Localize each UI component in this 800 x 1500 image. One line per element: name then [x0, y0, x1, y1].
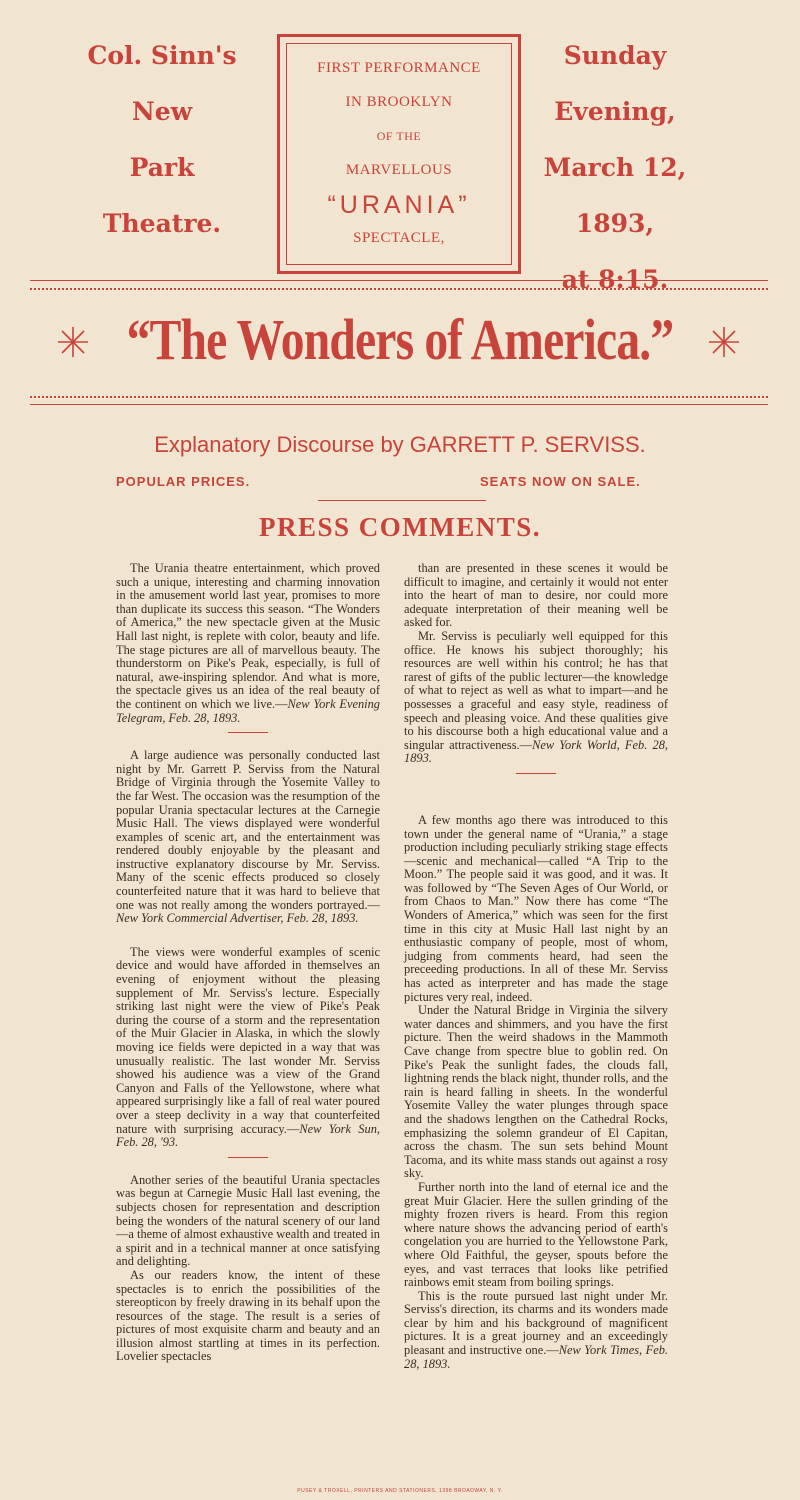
header-right-line: at 8:15. — [561, 265, 669, 294]
box-urania: “URANIA” — [327, 191, 471, 219]
main-title: “The Wonders of America.” — [126, 307, 674, 372]
quote-paragraph: Under the Natural Bridge in Virginia the silvery water dances and shimmers, and you have the first picture. Then the weird shadows in the Mammoth Cave change from spectre blue to goblin red. On Pike's Peak the sunlight fades, the clouds fall, lightning rends the black night, thunder rolls, and the rain is heard falling in sheets. In the wonderful Yosemite Valley the water plunges through space and the shadows lengthen on the Cathedral Rocks, emphasizing the solemn grandeur of El Capitan, across the chasm. The sun sets behind Mount Tacoma, and its white mass stands out against a rosy sky. — [404, 1003, 668, 1181]
quote-paragraph: A large audience was personally conducted last night by Mr. Garrett P. Serviss from the Natural Bridge of Virginia through the Yosemite Valley to the far West. The occasion was the resumption of the popular Urania spectacular lectures at the Carnegie Music Hall. The views displayed were wonderful examples of scenic art, and the entertainment was rendered doubly enjoyable by the pleasant and instructive explanatory discourse by Mr. Serviss. Many of the scenic effects produced so closely counterfeited nature that it was hard to believe that one was not really among the wonders portrayed.—New York Commercial Advertiser, Feb. 28, 1893. — [116, 748, 380, 926]
quote-paragraph: Another series of the beautiful Urania spectacles was begun at Carnegie Music Hall last evening, the subjects chosen for representation and description being the wonders of the natural scenery of our land—a theme of almost exhaustive wealth and treated in a spirit and in a technical manner at once satisfying and delighting. — [116, 1172, 380, 1269]
seats-on-sale: SEATS NOW ON SALE. — [480, 474, 641, 489]
separator-dash — [228, 1157, 268, 1158]
top-dotted-rule — [30, 288, 768, 290]
bottom-dotted-rule — [30, 396, 768, 398]
header-left-line: New — [131, 97, 193, 126]
bottom-rule — [30, 404, 768, 405]
quote-paragraph: A few months ago there was introduced to this town under the general name of “Urania,” a stage production including peculiarly striking stage effects—scenic and mechanical—called “A Trip to the Moon.” The people said it was good, and it was. It was followed by “The Seven Ages of Our World, or from Chaos to Man.” Now there has come “The Wonders of America,” which was seen for the first time in this city at Music Hall last night by an enthusiastic company of people, most of whom, judging from comments heard, had seen the preceeding productions. In all of these Mr. Serviss has acted as interpreter and has made the stage pictures very real, indeed. — [404, 812, 668, 1004]
box-line: IN BROOKLYN — [345, 94, 453, 110]
header-right-line: Sunday — [563, 41, 667, 70]
box-line: MARVELLOUS — [345, 162, 453, 178]
header-left-line: Theatre. — [102, 209, 222, 238]
header-right-line: 1893, — [575, 209, 655, 238]
divider — [318, 500, 486, 501]
separator-dash — [228, 732, 268, 733]
quote-paragraph: As our readers know, the intent of these spectacles is to enrich the possibilities of the stereopticon by freely drawing in its behalf upon the resources of the stage. The result is a series of pictures of most exquisite charm and beauty and an illusion almost startling at times in its perfection. Lovelier spectacles — [116, 1267, 380, 1364]
asterisk-ornament-icon — [56, 325, 90, 359]
box-line: FIRST PERFORMANCE — [317, 60, 481, 76]
quote-paragraph: Mr. Serviss is peculiarly well equipped for this office. He knows his subject thoroughly; his resources are well within his control; he has that rarest of gifts of the public lecturer—the knowledge of what to reject as well as what to impart—and he possesses a graceful and easy style, readiness of speech and pleasing voice. And these qualities give to his discourse both a high educational value and a singular attractiveness.—New York World, Feb. 28, 1893. — [404, 628, 668, 766]
top-rule — [30, 280, 768, 281]
header-left-line: Park — [129, 153, 195, 182]
quote-paragraph: The Urania theatre entertainment, which proved such a unique, interesting and charming innovation in the amusement world last year, promises to more than duplicate its success this season. “The Wonders of America,” the new spectacle given at the Music Hall last night, is replete with color, beauty and life. The stage pictures are all of marvellous beauty. The thunderstorm on Pike's Peak, especially, is full of natural, awe-inspiring splendor. And what is more, the spectacle gives us an idea of the real beauty of the continent on which we live.—New York Evening Telegram, Feb. 28, 1893. — [116, 561, 380, 725]
printer-credit: PUSEY & TROXELL, PRINTERS AND STATIONERS, 1398 BROADWAY, N. Y. — [297, 1488, 503, 1494]
asterisk-ornament-icon — [707, 325, 741, 359]
header-right-line: Evening, — [554, 97, 676, 126]
box-line: SPECTACLE, — [353, 230, 445, 246]
left-column — [116, 562, 380, 1364]
quote-paragraph: This is the route pursued last night under Mr. Serviss's direction, its charms and its wonders made clear by him and his background of magnificent pictures. It is a great journey and an exceedingly pleasant and instructive one.—New York Times, Feb. 28, 1893. — [404, 1288, 668, 1371]
quote-paragraph: The views were wonderful examples of scenic device and would have afforded in themselves an evening of enjoyment without the pleasing supplement of Mr. Serviss's lecture. Especially striking last night were the view of Pike's Peak during the course of a storm and the representation of the Muir Glacier in Alaska, in which the slowly moving ice fields were depicted in a way that was unusually realistic. The last wonder Mr. Serviss showed his audience was a view of the Grand Canyon and Falls of the Yellowstone, where what appeared surprisingly like a fall of real water poured over a steep declivity in a way that counterfeited nature with surprising accuracy.—New York Sun, Feb. 28, '93. — [116, 944, 380, 1150]
date-block — [515, 28, 715, 308]
performance-box — [277, 34, 521, 274]
header-left-line: Col. Sinn's — [87, 41, 237, 70]
press-comments-heading: PRESS COMMENTS. — [258, 512, 542, 542]
right-column — [404, 562, 668, 1371]
box-line: OF THE — [376, 129, 422, 143]
quote-paragraph: Further north into the land of eternal ice and the great Muir Glacier. Here the sullen grinding of the mighty frozen rivers is heard. From this region where nature shows the advancing period of earth's congelation you are hurried to the Yellowstone Park, where Old Faithful, the geyser, spouts before the eyes, and vast terraces that looks like petrified rainbows emit steam from boiling springs. — [404, 1179, 668, 1290]
popular-prices: POPULAR PRICES. — [116, 474, 251, 489]
quote-paragraph: than are presented in these scenes it would be difficult to imagine, and certainly it would not enter into the heart of man to desire, nor could more adequate interpretation of their meaning well be asked for. — [404, 561, 668, 630]
header-right-line: March 12, — [543, 153, 687, 182]
separator-dash — [516, 773, 556, 774]
theatre-name-block — [62, 28, 262, 252]
discourse-line: Explanatory Discourse by GARRETT P. SERVISS. — [154, 432, 646, 457]
